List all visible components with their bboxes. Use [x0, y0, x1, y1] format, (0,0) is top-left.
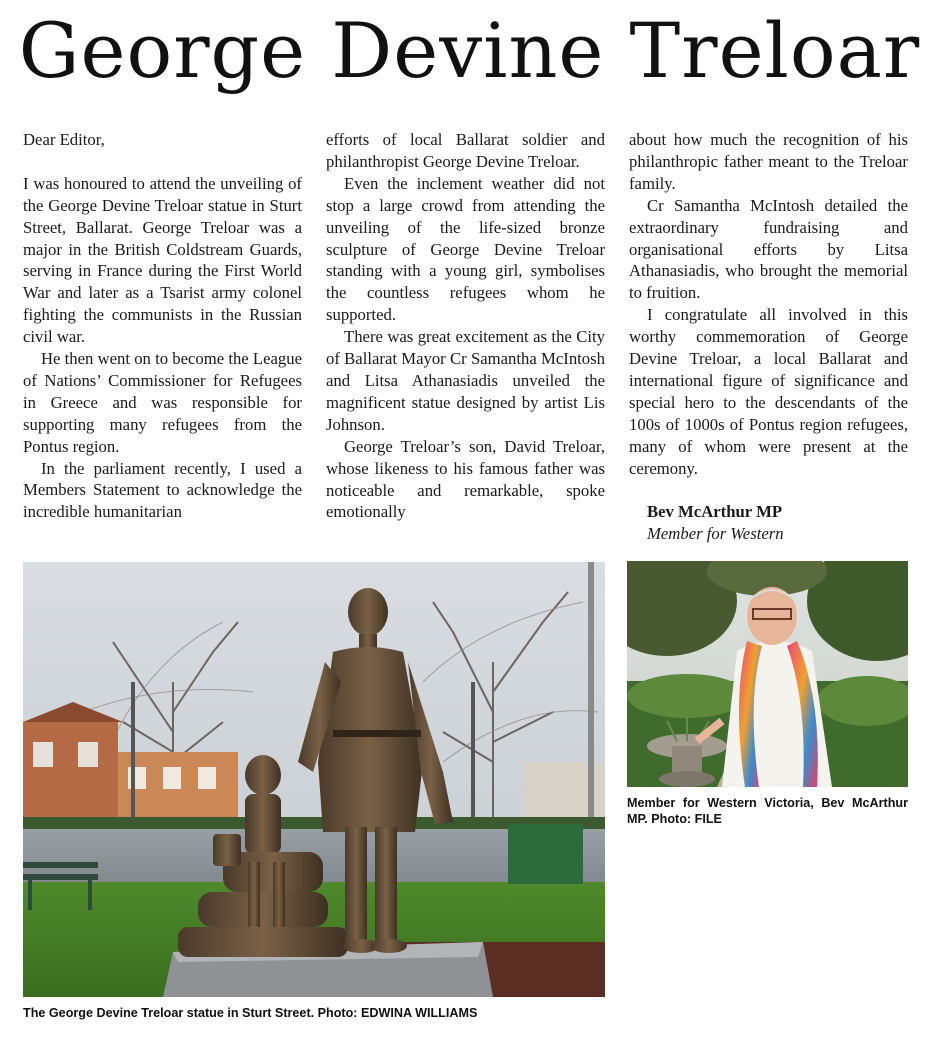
paragraph-5: There was great excitement as the City of Ballarat Mayor Cr Samantha McIntosh and Litsa Athanasiadis unveiled the magnificent statue designed by artist Lis Johnson.	[326, 327, 605, 434]
mp-photo	[627, 561, 908, 787]
paragraph-3-end: efforts of local Ballarat soldier and philanthropist George Devine Treloar.	[326, 130, 605, 171]
statue-photo-image	[23, 562, 605, 997]
signature	[629, 501, 908, 545]
paragraph-6-start: George Treloar’s son, David Treloar, whose likeness to his famous father was noticeable and remarkable, spoke emotionally	[326, 436, 605, 522]
column-2	[326, 129, 605, 523]
paragraph-7: Cr Samantha McIntosh detailed the extraordinary fundraising and organisational efforts by Litsa Athanasiadis, who brought the memorial to fruition.	[629, 195, 908, 303]
headline: George Devine Treloar	[18, 6, 921, 95]
paragraph-8: I congratulate all involved in this worthy commemoration of George Devine Treloar, a local Ballarat and international figure of significance and special hero to the descendants of the 100s of 1000s of Pontus region refugees, many of whom were present at the ceremony.	[629, 305, 908, 478]
statue-photo	[23, 562, 605, 997]
paragraph-4: Even the inclement weather did not stop a large crowd from attending the unveiling of the life-sized bronze sculpture of George Devine Treloar standing with a young girl, symbolises the countless refugees whom he supported.	[326, 173, 605, 325]
paragraph-3-start: In the parliament recently, I used a Members Statement to acknowledge the incredible humanitarian	[23, 458, 302, 522]
column-1	[23, 129, 302, 523]
column-3	[629, 129, 908, 545]
paragraph-1: I was honoured to attend the unveiling of the George Devine Treloar statue in Sturt Street, Ballarat. George Treloar was a major in the British Coldstream Guards, serving in France during the First World War and later as a Tsarist army colonel fighting the communists in the Russian civil war.	[23, 173, 302, 347]
paragraph-6-end: about how much the recognition of his philanthropic father meant to the Treloar family.	[629, 130, 908, 193]
signature-name: Bev McArthur MP	[647, 502, 783, 522]
signature-role: Member for Western	[647, 524, 784, 544]
salutation: Dear Editor,	[23, 130, 105, 149]
paragraph-2: He then went on to become the League of Nations’ Commissioner for Refugees in Greece and was responsible for supporting many refugees from the Pontus region.	[23, 349, 302, 456]
mp-photo-image	[627, 561, 908, 787]
mp-photo-caption: Member for Western Victoria, Bev McArthur MP. Photo: FILE	[627, 796, 908, 826]
statue-photo-caption: The George Devine Treloar statue in Sturt Street. Photo: EDWINA WILLIAMS	[23, 1006, 478, 1020]
